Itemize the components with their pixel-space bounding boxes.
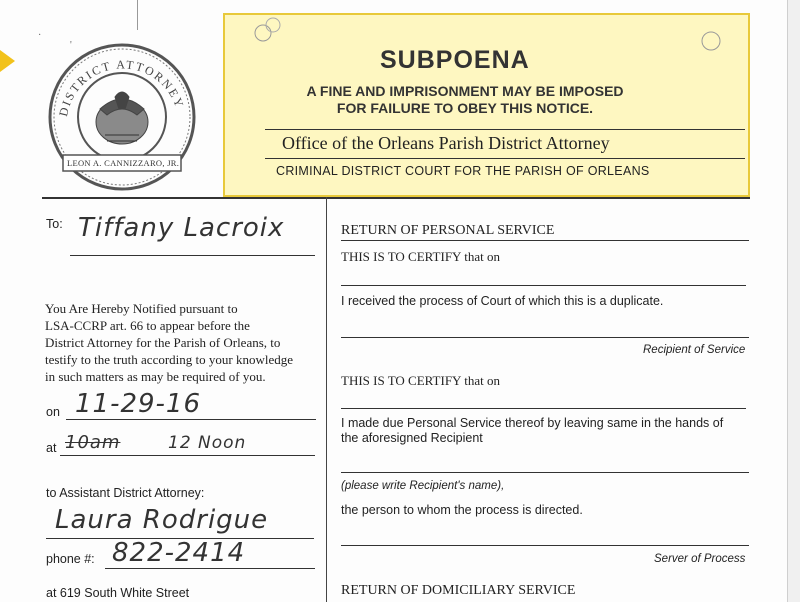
notice-line: LSA-CCRP art. 66 to appear before the — [45, 318, 250, 333]
recipient-caption: Recipient of Service — [643, 344, 746, 356]
server-caption: Server of Process — [654, 553, 746, 565]
appearance-time: 12 Noon — [168, 433, 247, 453]
at-line — [60, 455, 315, 456]
fill-line — [341, 472, 749, 473]
notice-line: testify to the truth according to your knowledge — [45, 352, 294, 367]
document-title: SUBPOENA — [380, 46, 530, 74]
punch-hole-icon — [697, 28, 727, 54]
notice-line: District Attorney for the Parish of Orleans, to — [45, 335, 281, 350]
phone-label: phone #: — [46, 552, 95, 566]
address-text: at 619 South White Street — [46, 586, 190, 600]
phone-line — [105, 568, 315, 569]
court-name: CRIMINAL DISTRICT COURT FOR THE PARISH OF ORLEANS — [276, 164, 650, 178]
made-due-line-2: the aforesigned Recipient — [341, 431, 483, 445]
on-label: on — [46, 405, 60, 419]
made-due-line-1: I made due Personal Service thereof by leaving same in the hands of — [341, 416, 724, 430]
notice-line: You Are Hereby Notified pursuant to — [45, 301, 238, 316]
received-text: I received the process of Court of which this is a duplicate. — [341, 294, 664, 308]
please-write-note: (please write Recipient's name), — [341, 480, 505, 492]
office-name: Office of the Orleans Parish District Attorney — [282, 133, 610, 153]
divider — [265, 129, 745, 130]
recipient-name: Tiffany Lacroix — [78, 213, 285, 243]
punch-hole-icon — [253, 15, 283, 47]
personal-service-heading: RETURN OF PERSONAL SERVICE — [341, 223, 555, 238]
scan-speck: · — [38, 30, 42, 41]
to-label: To: — [46, 217, 63, 231]
warning-line-2: FOR FAILURE TO OBEY THIS NOTICE. — [336, 100, 594, 116]
notice-line: in such matters as may be required of you. — [45, 369, 266, 384]
ada-label: to Assistant District Attorney: — [46, 486, 205, 500]
fill-line — [341, 545, 749, 546]
scan-speck: ' — [70, 40, 72, 51]
struck-time: 10am — [65, 432, 121, 453]
ada-name: Laura Rodrigue — [55, 505, 269, 535]
certify-line-2: THIS IS TO CERTIFY that on — [341, 373, 500, 388]
divider — [265, 158, 745, 159]
warning-line-1: A FINE AND IMPRISONMENT MAY BE IMPOSED — [306, 83, 624, 99]
fill-line — [341, 337, 749, 338]
phone-number: 822-2414 — [112, 538, 246, 568]
at-label: at — [46, 441, 57, 455]
domiciliary-service-heading: RETURN OF DOMICILIARY SERVICE — [341, 583, 576, 598]
to-line — [70, 255, 315, 256]
fill-line — [341, 408, 746, 409]
appearance-date: 11-29-16 — [75, 389, 202, 419]
on-line — [66, 419, 316, 420]
district-attorney-seal — [45, 37, 200, 192]
section-divider — [42, 197, 750, 199]
fold-mark — [137, 0, 138, 30]
person-directed-text: the person to whom the process is directed. — [341, 503, 583, 517]
seal-title: DISTRICT ATTORNEY — [56, 57, 188, 118]
certify-line-1: THIS IS TO CERTIFY that on — [341, 249, 500, 264]
viewer-edge — [787, 0, 800, 602]
page-marker-icon — [0, 50, 15, 72]
seal-name: LEON A. CANNIZZARO, JR. — [67, 158, 180, 168]
column-divider — [326, 197, 327, 602]
fill-line — [341, 285, 746, 286]
divider — [341, 240, 749, 241]
